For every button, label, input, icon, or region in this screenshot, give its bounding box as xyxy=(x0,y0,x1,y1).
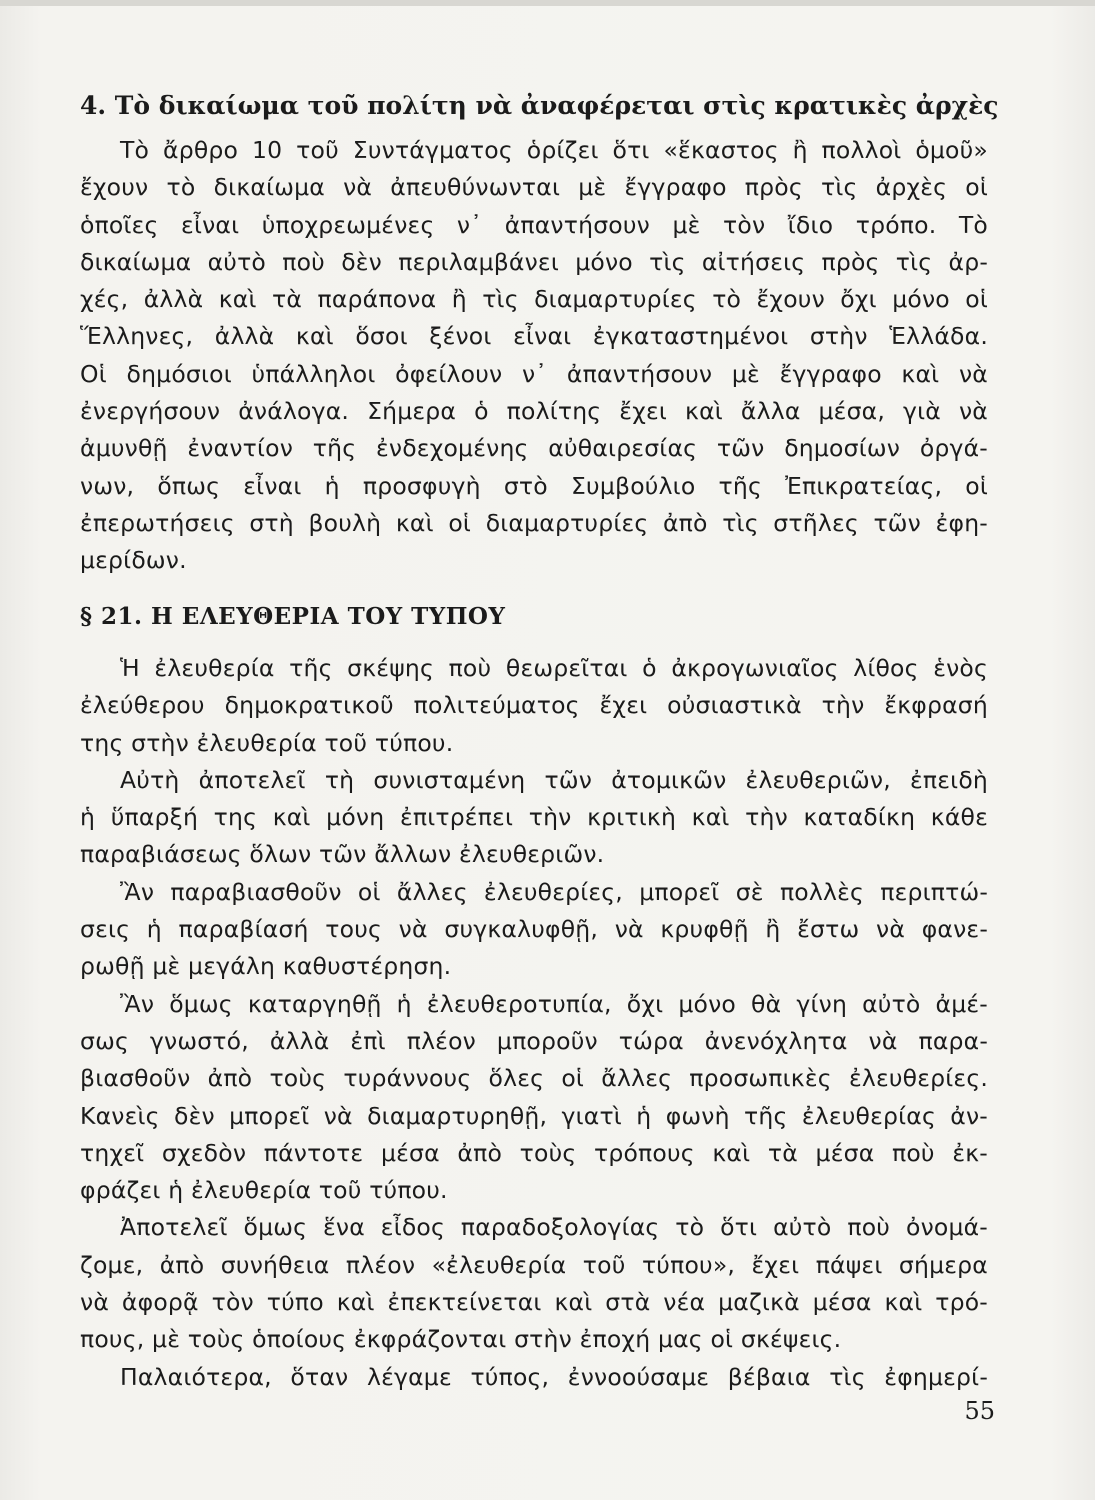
text-line: ἡ ὕπαρξή της καὶ μόνη ἐπιτρέπει τὴν κριτικὴ καὶ τὴν καταδίκη κάθε xyxy=(80,803,988,832)
text-line: βιασθοῦν ἀπὸ τοὺς τυράννους ὅλες οἱ ἄλλες προσωπικὲς ἐλευθερίες. xyxy=(80,1064,988,1093)
text-line: Ἀποτελεῖ ὅμως ἕνα εἶδος παραδοξολογίας τὸ ὅτι αὐτὸ ποὺ ὀνομά- xyxy=(120,1213,988,1242)
section-title: § 21. Η ΕΛΕΥΘΕΡΙΑ ΤΟΥ ΤΥΠΟΥ xyxy=(80,603,506,630)
text-line: χές, ἀλλὰ καὶ τὰ παράπονα ἢ τὶς διαμαρτυρίες τὸ ἔχουν ὄχι μόνο οἱ xyxy=(80,285,988,314)
text-line: μερίδων. xyxy=(80,546,187,575)
text-line: δικαίωμα αὐτὸ ποὺ δὲν περιλαμβάνει μόνο τὶς αἰτήσεις πρὸς τὶς ἀρ- xyxy=(80,247,988,276)
text-line: της στὴν ἐλευθερία τοῦ τύπου. xyxy=(80,728,454,757)
text-line: ἐπερωτήσεις στὴ βουλὴ καὶ οἱ διαμαρτυρίες ἀπὸ τὶς στῆλες τῶν ἐφη- xyxy=(80,508,988,537)
text-line: Ἂν ὅμως καταργηθῇ ἡ ἐλευθεροτυπία, ὄχι μόνο θὰ γίνη αὐτὸ ἀμέ- xyxy=(120,989,988,1018)
page-number: 55 xyxy=(964,1397,995,1425)
text-line: ζομε, ἀπὸ συνήθεια πλέον «ἐλευθερία τοῦ τύπου», ἔχει πάψει σήμερα xyxy=(80,1250,988,1279)
text-line: Τὸ ἄρθρο 10 τοῦ Συντάγματος ὁρίζει ὅτι «ἕκαστος ἢ πολλοὶ ὁμοῦ» xyxy=(120,136,988,164)
text-line: σως γνωστό, ἀλλὰ ἐπὶ πλέον μποροῦν τώρα ἀνενόχλητα νὰ παρα- xyxy=(80,1026,988,1055)
page-top-edge xyxy=(0,0,1095,6)
text-line: Ἕλληνες, ἀλλὰ καὶ ὅσοι ξένοι εἶναι ἐγκαταστημένοι στὴν Ἑλλάδα. xyxy=(80,322,988,351)
text-line: σεις ἡ παραβίασή τους νὰ συγκαλυφθῇ, νὰ κρυφθῇ ἢ ἔστω νὰ φανε- xyxy=(80,915,988,944)
text-line: ρωθῇ μὲ μεγάλη καθυστέρηση. xyxy=(80,952,452,981)
text-line: ἔχουν τὸ δικαίωμα νὰ ἀπευθύνωνται μὲ ἔγγραφο πρὸς τὶς ἀρχὲς οἱ xyxy=(80,173,988,202)
text-line: Ἂν παραβιασθοῦν οἱ ἄλλες ἐλευθερίες, μπορεῖ σὲ πολλὲς περιπτώ- xyxy=(120,877,988,906)
text-line: Ἡ ἐλευθερία τῆς σκέψης ποὺ θεωρεῖται ὁ ἀκρογωνιαῖος λίθος ἑνὸς xyxy=(120,654,988,682)
text-line: τηχεῖ σχεδὸν πάντοτε μέσα ἀπὸ τοὺς τρόπους καὶ τὰ μέσα ποὺ ἐκ- xyxy=(80,1138,988,1167)
section-heading: 4. Τὸ δικαίωμα τοῦ πολίτη νὰ ἀναφέρεται στὶς κρατικὲς ἀρχὲς xyxy=(80,91,999,120)
paragraphs-freedom-of-press xyxy=(80,650,988,1396)
text-line: Παλαιότερα, ὅταν λέγαμε τύπος, ἐννοούσαμε βέβαια τὶς ἐφημερί- xyxy=(120,1362,988,1391)
text-line: φράζει ἡ ἐλευθερία τοῦ τύπου. xyxy=(80,1176,448,1205)
text-line: ὁποῖες εἶναι ὑποχρεωμένες ν᾽ ἀπαντήσουν μὲ τὸν ἴδιο τρόπο. Τὸ xyxy=(80,210,988,239)
text-line: Κανεὶς δὲν μπορεῖ νὰ διαμαρτυρηθῇ, γιατὶ ἡ φωνὴ τῆς ἐλευθερίας ἀν- xyxy=(80,1101,988,1130)
text-line: ἐνεργήσουν ἀνάλογα. Σήμερα ὁ πολίτης ἔχει καὶ ἄλλα μέσα, γιὰ νὰ xyxy=(80,397,988,426)
text-line: Αὐτὴ ἀποτελεῖ τὴ συνισταμένη τῶν ἀτομικῶν ἐλευθεριῶν, ἐπειδὴ xyxy=(120,765,988,794)
text-line: νων, ὅπως εἶναι ἡ προσφυγὴ στὸ Συμβούλιο τῆς Ἐπικρατείας, οἱ xyxy=(80,471,988,500)
text-line: ἐλεύθερου δημοκρατικοῦ πολιτεύματος ἔχει οὐσιαστικὰ τὴν ἔκφρασή xyxy=(80,691,988,720)
text-line: Οἱ δημόσιοι ὑπάλληλοι ὀφείλουν ν᾽ ἀπαντήσουν μὲ ἔγγραφο καὶ νὰ xyxy=(80,359,988,388)
text-line: ἀμυνθῇ ἐναντίον τῆς ἐνδεχομένης αὐθαιρεσίας τῶν δημοσίων ὀργά- xyxy=(80,434,988,463)
paragraph-right-to-petition xyxy=(80,132,988,580)
text-line: νὰ ἀφορᾷ τὸν τύπο καὶ ἐπεκτείνεται καὶ στὰ νέα μαζικὰ μέσα καὶ τρό- xyxy=(80,1288,988,1317)
text-line: πους, μὲ τοὺς ὁποίους ἐκφράζονται στὴν ἐποχή μας οἱ σκέψεις. xyxy=(80,1325,842,1354)
text-line: παραβιάσεως ὅλων τῶν ἄλλων ἐλευθεριῶν. xyxy=(80,840,605,869)
